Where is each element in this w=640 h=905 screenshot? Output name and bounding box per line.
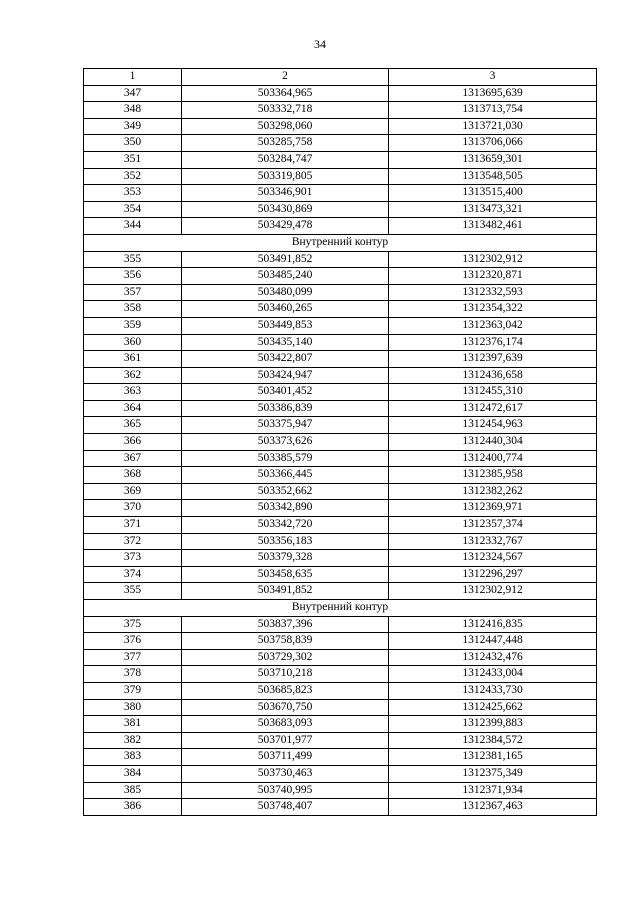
x-coordinate-cell: 503449,853 xyxy=(182,317,389,334)
x-coordinate-cell: 503285,758 xyxy=(182,135,389,152)
y-coordinate-cell: 1312436,658 xyxy=(389,367,597,384)
y-coordinate-cell: 1312363,042 xyxy=(389,317,597,334)
table-row xyxy=(84,351,597,368)
y-coordinate-cell: 1312425,662 xyxy=(389,699,597,716)
section-row xyxy=(84,600,597,617)
x-coordinate-cell: 503373,626 xyxy=(182,434,389,451)
point-number-cell: 376 xyxy=(84,633,182,650)
x-coordinate-cell: 503837,396 xyxy=(182,616,389,633)
section-row xyxy=(84,234,597,251)
y-coordinate-cell: 1312367,463 xyxy=(389,799,597,816)
table-row xyxy=(84,268,597,285)
y-coordinate-cell: 1312397,639 xyxy=(389,351,597,368)
point-number-cell: 367 xyxy=(84,450,182,467)
point-number-cell: 371 xyxy=(84,517,182,534)
point-number-cell: 356 xyxy=(84,268,182,285)
table-row xyxy=(84,417,597,434)
table-row xyxy=(84,251,597,268)
x-coordinate-cell: 503319,805 xyxy=(182,168,389,185)
x-coordinate-cell: 503480,099 xyxy=(182,284,389,301)
y-coordinate-cell: 1312375,349 xyxy=(389,765,597,782)
y-coordinate-cell: 1312369,971 xyxy=(389,500,597,517)
table-row xyxy=(84,118,597,135)
table-row xyxy=(84,649,597,666)
point-number-cell: 368 xyxy=(84,467,182,484)
point-number-cell: 383 xyxy=(84,749,182,766)
table-row xyxy=(84,533,597,550)
point-number-cell: 355 xyxy=(84,251,182,268)
table-row xyxy=(84,400,597,417)
table-row xyxy=(84,782,597,799)
table-row xyxy=(84,616,597,633)
point-number-cell: 358 xyxy=(84,301,182,318)
x-coordinate-cell: 503460,265 xyxy=(182,301,389,318)
table-row xyxy=(84,284,597,301)
x-coordinate-cell: 503430,869 xyxy=(182,201,389,218)
coordinates-table xyxy=(83,68,597,816)
point-number-cell: 385 xyxy=(84,782,182,799)
y-coordinate-cell: 1312440,304 xyxy=(389,434,597,451)
y-coordinate-cell: 1312472,617 xyxy=(389,400,597,417)
table-row xyxy=(84,201,597,218)
x-coordinate-cell: 503364,965 xyxy=(182,85,389,102)
point-number-cell: 362 xyxy=(84,367,182,384)
x-coordinate-cell: 503485,240 xyxy=(182,268,389,285)
table-row xyxy=(84,151,597,168)
x-coordinate-cell: 503422,807 xyxy=(182,351,389,368)
point-number-cell: 373 xyxy=(84,550,182,567)
point-number-cell: 353 xyxy=(84,185,182,202)
point-number-cell: 384 xyxy=(84,765,182,782)
y-coordinate-cell: 1312416,835 xyxy=(389,616,597,633)
x-coordinate-cell: 503342,890 xyxy=(182,500,389,517)
point-number-cell: 359 xyxy=(84,317,182,334)
table-row xyxy=(84,185,597,202)
table-row xyxy=(84,749,597,766)
table-row xyxy=(84,434,597,451)
table-row xyxy=(84,799,597,816)
point-number-cell: 366 xyxy=(84,434,182,451)
section-title: Внутренний контур xyxy=(84,600,597,617)
x-coordinate-cell: 503683,093 xyxy=(182,716,389,733)
table-row xyxy=(84,500,597,517)
y-coordinate-cell: 1313706,066 xyxy=(389,135,597,152)
x-coordinate-cell: 503366,445 xyxy=(182,467,389,484)
y-coordinate-cell: 1312376,174 xyxy=(389,334,597,351)
x-coordinate-cell: 503346,901 xyxy=(182,185,389,202)
table-row xyxy=(84,583,597,600)
point-number-cell: 377 xyxy=(84,649,182,666)
y-coordinate-cell: 1312433,004 xyxy=(389,666,597,683)
y-coordinate-cell: 1312320,871 xyxy=(389,268,597,285)
x-coordinate-cell: 503342,720 xyxy=(182,517,389,534)
y-coordinate-cell: 1312296,297 xyxy=(389,566,597,583)
table-row xyxy=(84,682,597,699)
x-coordinate-cell: 503711,499 xyxy=(182,749,389,766)
y-coordinate-cell: 1312371,934 xyxy=(389,782,597,799)
x-coordinate-cell: 503670,750 xyxy=(182,699,389,716)
y-coordinate-cell: 1312324,567 xyxy=(389,550,597,567)
section-title: Внутренний контур xyxy=(84,234,597,251)
x-coordinate-cell: 503352,662 xyxy=(182,483,389,500)
table-row xyxy=(84,334,597,351)
point-number-cell: 372 xyxy=(84,533,182,550)
x-coordinate-cell: 503386,839 xyxy=(182,400,389,417)
x-coordinate-cell: 503332,718 xyxy=(182,102,389,119)
y-coordinate-cell: 1312302,912 xyxy=(389,583,597,600)
point-number-cell: 381 xyxy=(84,716,182,733)
point-number-cell: 354 xyxy=(84,201,182,218)
y-coordinate-cell: 1312454,963 xyxy=(389,417,597,434)
table-row xyxy=(84,367,597,384)
table-row xyxy=(84,384,597,401)
point-number-cell: 347 xyxy=(84,85,182,102)
x-coordinate-cell: 503491,852 xyxy=(182,583,389,600)
x-coordinate-cell: 503701,977 xyxy=(182,732,389,749)
x-coordinate-cell: 503729,302 xyxy=(182,649,389,666)
x-coordinate-cell: 503435,140 xyxy=(182,334,389,351)
table-body xyxy=(84,85,597,815)
y-coordinate-cell: 1312302,912 xyxy=(389,251,597,268)
y-coordinate-cell: 1312433,730 xyxy=(389,682,597,699)
table-row xyxy=(84,699,597,716)
table-row xyxy=(84,301,597,318)
header-col-1: 1 xyxy=(84,69,182,86)
x-coordinate-cell: 503491,852 xyxy=(182,251,389,268)
table-row xyxy=(84,732,597,749)
table-row xyxy=(84,168,597,185)
point-number-cell: 386 xyxy=(84,799,182,816)
y-coordinate-cell: 1313695,639 xyxy=(389,85,597,102)
x-coordinate-cell: 503710,218 xyxy=(182,666,389,683)
point-number-cell: 364 xyxy=(84,400,182,417)
x-coordinate-cell: 503424,947 xyxy=(182,367,389,384)
y-coordinate-cell: 1313713,754 xyxy=(389,102,597,119)
table-row xyxy=(84,483,597,500)
table-row xyxy=(84,765,597,782)
point-number-cell: 378 xyxy=(84,666,182,683)
point-number-cell: 352 xyxy=(84,168,182,185)
table-row xyxy=(84,102,597,119)
point-number-cell: 357 xyxy=(84,284,182,301)
x-coordinate-cell: 503284,747 xyxy=(182,151,389,168)
point-number-cell: 350 xyxy=(84,135,182,152)
y-coordinate-cell: 1312332,593 xyxy=(389,284,597,301)
header-col-2: 2 xyxy=(182,69,389,86)
y-coordinate-cell: 1313515,400 xyxy=(389,185,597,202)
y-coordinate-cell: 1312385,958 xyxy=(389,467,597,484)
x-coordinate-cell: 503740,995 xyxy=(182,782,389,799)
point-number-cell: 382 xyxy=(84,732,182,749)
table-row xyxy=(84,467,597,484)
point-number-cell: 370 xyxy=(84,500,182,517)
table-row xyxy=(84,218,597,235)
y-coordinate-cell: 1313659,301 xyxy=(389,151,597,168)
point-number-cell: 344 xyxy=(84,218,182,235)
point-number-cell: 355 xyxy=(84,583,182,600)
y-coordinate-cell: 1313473,321 xyxy=(389,201,597,218)
x-coordinate-cell: 503375,947 xyxy=(182,417,389,434)
x-coordinate-cell: 503748,407 xyxy=(182,799,389,816)
y-coordinate-cell: 1312357,374 xyxy=(389,517,597,534)
x-coordinate-cell: 503685,823 xyxy=(182,682,389,699)
x-coordinate-cell: 503298,060 xyxy=(182,118,389,135)
table-header-row xyxy=(84,69,597,86)
table-row xyxy=(84,566,597,583)
point-number-cell: 349 xyxy=(84,118,182,135)
point-number-cell: 348 xyxy=(84,102,182,119)
y-coordinate-cell: 1312447,448 xyxy=(389,633,597,650)
y-coordinate-cell: 1312399,883 xyxy=(389,716,597,733)
point-number-cell: 365 xyxy=(84,417,182,434)
point-number-cell: 360 xyxy=(84,334,182,351)
y-coordinate-cell: 1313482,461 xyxy=(389,218,597,235)
page-number: 34 xyxy=(314,37,326,51)
table-row xyxy=(84,135,597,152)
point-number-cell: 374 xyxy=(84,566,182,583)
table-row xyxy=(84,317,597,334)
x-coordinate-cell: 503730,463 xyxy=(182,765,389,782)
table-row xyxy=(84,633,597,650)
x-coordinate-cell: 503758,839 xyxy=(182,633,389,650)
table-row xyxy=(84,517,597,534)
x-coordinate-cell: 503429,478 xyxy=(182,218,389,235)
table-row xyxy=(84,450,597,467)
table-row xyxy=(84,716,597,733)
y-coordinate-cell: 1312332,767 xyxy=(389,533,597,550)
y-coordinate-cell: 1313548,505 xyxy=(389,168,597,185)
x-coordinate-cell: 503401,452 xyxy=(182,384,389,401)
y-coordinate-cell: 1312382,262 xyxy=(389,483,597,500)
y-coordinate-cell: 1312455,310 xyxy=(389,384,597,401)
table-row xyxy=(84,550,597,567)
x-coordinate-cell: 503379,328 xyxy=(182,550,389,567)
point-number-cell: 361 xyxy=(84,351,182,368)
y-coordinate-cell: 1312381,165 xyxy=(389,749,597,766)
y-coordinate-cell: 1312432,476 xyxy=(389,649,597,666)
y-coordinate-cell: 1312384,572 xyxy=(389,732,597,749)
point-number-cell: 363 xyxy=(84,384,182,401)
y-coordinate-cell: 1313721,030 xyxy=(389,118,597,135)
x-coordinate-cell: 503356,183 xyxy=(182,533,389,550)
table-row xyxy=(84,85,597,102)
y-coordinate-cell: 1312400,774 xyxy=(389,450,597,467)
header-col-3: 3 xyxy=(389,69,597,86)
point-number-cell: 380 xyxy=(84,699,182,716)
x-coordinate-cell: 503458,635 xyxy=(182,566,389,583)
x-coordinate-cell: 503385,579 xyxy=(182,450,389,467)
table-row xyxy=(84,666,597,683)
point-number-cell: 351 xyxy=(84,151,182,168)
point-number-cell: 379 xyxy=(84,682,182,699)
point-number-cell: 369 xyxy=(84,483,182,500)
y-coordinate-cell: 1312354,322 xyxy=(389,301,597,318)
point-number-cell: 375 xyxy=(84,616,182,633)
